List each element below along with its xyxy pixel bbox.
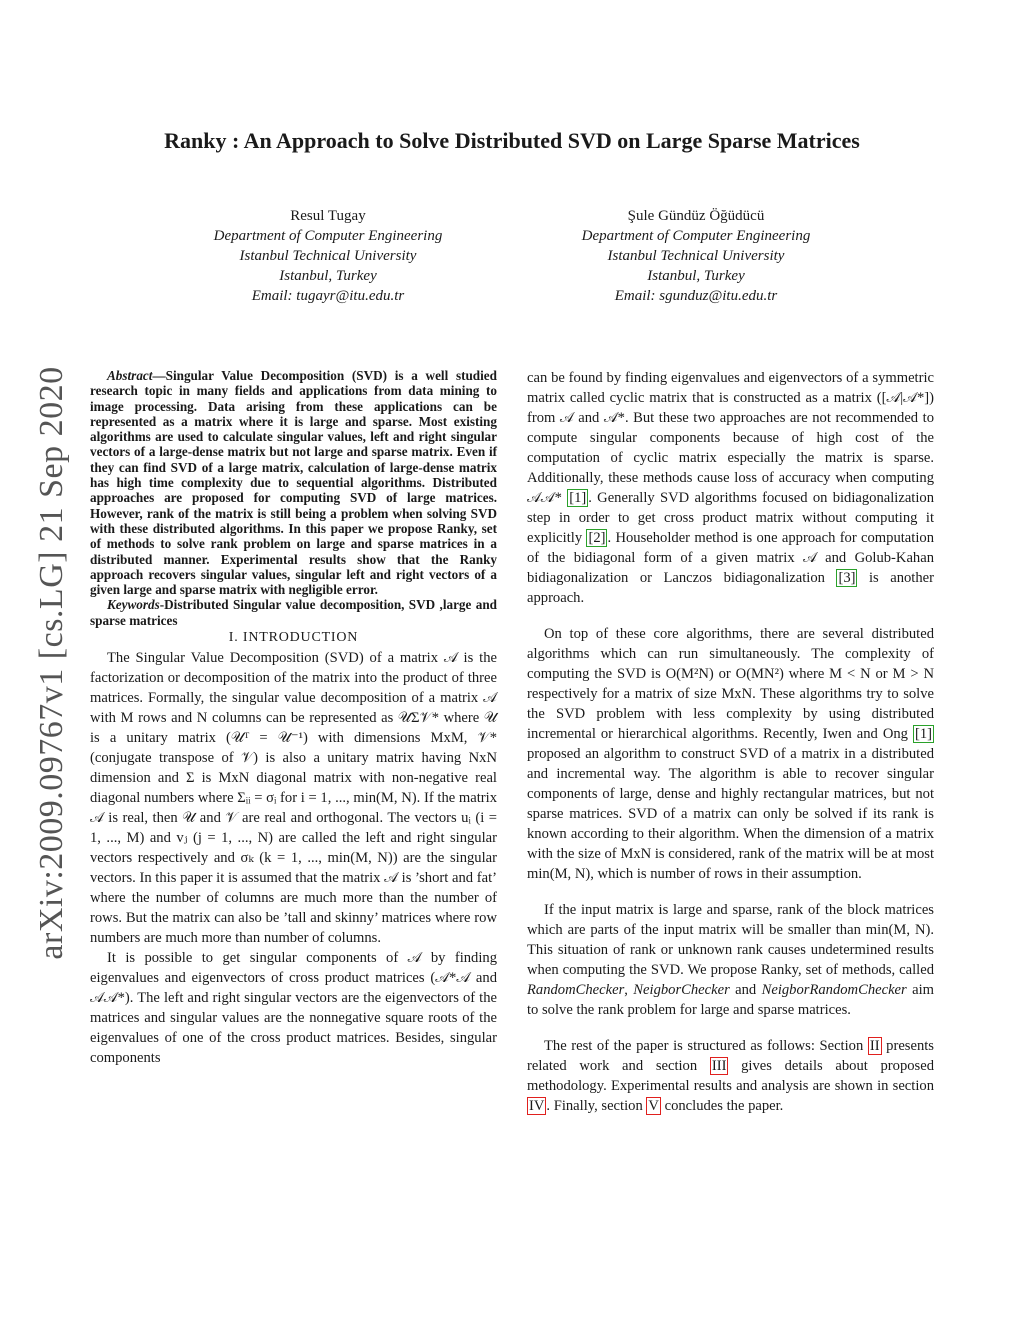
right-paragraph-2: On top of these core algorithms, there are several distributed algorithms which can run simultaneously. The complexity of computing the SVD is O(M²N) or O(MN²) where M < N or M > N respectively for a matrix of size MxN. These algorithms try to solve the SVD problem with less complexity by using distributed incremental or hierarchical algorithms. Recently, Iwen and Ong [1] proposed an algorithm to construct SVD of a matrix in a distributed and incremental way. The algorithm is able to recover singular components of large, dense and highly rectangular matrices, but not sparse matrices. SVD of a matrix can only be solved if its rank is known according to their algorithm. When the dimension of a matrix with the size of MxN is considered, rank of the matrix will be at most min(M, N), which is number of rows in their assumption. [527,626,934,882]
section-link[interactable]: V [648,1098,659,1114]
abstract-heading: Abstract [107,368,153,383]
left-column [90,368,497,1068]
keywords [90,597,497,628]
author-name: Şule Gündüz Öğüdücü [627,208,765,224]
author-block-2 [526,206,866,306]
author-location: Istanbul, Turkey [647,268,745,284]
author-location: Istanbul, Turkey [279,268,377,284]
citation-link[interactable]: [1] [569,490,587,506]
author-block-1 [158,206,498,306]
abstract-text: —Singular Value Decomposition (SVD) is a well studied research topic in many fields and applications from data mining to image processing. Data arising from these applications can be represented as a matrix where it is large and sparse. Most existing algorithms are used to calculate singular values, left and right singular vectors of a large-dense matrix but not large and sparse matrix. Even if they can find SVD of a large matrix, calculation of large-dense matrix has high time complexity due to sequential algorithms. Distributed approaches are proposed for computing SVD of large matrices. However, rank of the matrix is still being a problem when solving SVD with these distributed algorithms. In this paper we propose Ranky, set of methods to solve rank problem on large and sparse matrices in a distributed manner. Experimental results show that the Ranky approach recovers singular values, singular left and right vectors of a given large and sparse matrix with negligible error. [90,368,497,598]
author-dept: Department of Computer Engineering [581,228,811,244]
author-univ: Istanbul Technical University [607,248,785,264]
right-paragraph-3: If the input matrix is large and sparse, rank of the block matrices which are parts of the input matrix will be smaller than min(M, N). This situation of rank or unknown rank causes undetermined results when computing the SVD. We propose Ranky, set of methods, called RandomChecker, NeigborChecker and NeigborRandomChecker aim to solve the rank problem for large and sparse matrices. [527,902,934,1018]
section-heading-introduction: I. INTRODUCTION [228,630,359,646]
section-link[interactable]: II [869,1038,880,1054]
author-univ: Istanbul Technical University [239,248,417,264]
right-paragraph-4: The rest of the paper is structured as follows: Section II presents related work and section III gives details about proposed methodology. Experimental results and analysis are shown in section IV . Finally, section V concludes the paper. [527,1038,934,1114]
citation-link[interactable]: [2] [588,530,606,546]
arxiv-stamp: arXiv:2009.09767v1 [cs.LG] 21 Sep 2020 [33,366,70,960]
citation-link[interactable]: [3] [838,570,856,586]
right-paragraph-1: can be found by finding eigenvalues and eigenvectors of a symmetric matrix called cyclic matrix that is constructed as a matrix ([𝒜|𝒜*]) from 𝒜 and 𝒜*. But these two approaches are not recommended to compute singular components because of high cost of the computation of cyclic matrix especially the matrix is sparse. Additionally, these methods cause loss of accuracy when computing 𝒜𝒜* [1] . Generally SVD algorithms focused on bidiagonalization step in order to get cross product matrix without computing it explicitly [2] . Householder method is one approach for computation of the bidiagonal form of a given matrix 𝒜 and Golub-Kahan bidiagonalization or Lanczos bidiagonalization [3] is another approach. [527,370,935,606]
intro-paragraph-1: The Singular Value Decomposition (SVD) of a matrix 𝒜 is the factorization or decomposition of the matrix into the product of three matrices. Formally, the singular value decomposition of a matrix 𝒜 with M rows and N columns can be represented as 𝒰Σ𝒱* where 𝒰 is a unitary matrix (𝒰ᵀ = 𝒰⁻¹) with dimensions MxM, 𝒱* (conjugate transpose of 𝒱) is also a unitary matrix having NxN dimension and Σ is MxN diagonal matrix with non-negative real diagonal numbers where Σᵢᵢ = σᵢ for i = 1, ..., min(M, N). If the matrix 𝒜 is real, then 𝒰 and 𝒱 are real and orthogonal. The vectors uᵢ (i = 1, ..., M) and vⱼ (j = 1, ..., N) are called the left and right singular vectors respectively and σₖ (k = 1, ..., min(M, N)) are the singular vectors. In this paper it is assumed that the matrix 𝒜 is ’short and fat’ where the number of columns are much more than the number of rows. But the matrix can also be ’tall and skinny’ matrices where row numbers are much more than number of columns. [90,650,497,947]
keywords-heading: Keywords [107,597,160,613]
citation-link[interactable]: [1] [914,726,932,742]
right-column [527,368,934,1116]
intro-paragraph-2: It is possible to get singular components of 𝒜 by finding eigenvalues and eigenvectors of cross product matrices (𝒜*𝒜 and 𝒜𝒜*). The left and right singular vectors are the eigenvectors of the matrices and singular values are the nonnegative square roots of the eigenvalues of one of the cross product matrices. Besides, singular components [90,950,497,1067]
author-email: Email: sgunduz@itu.edu.tr [614,288,778,304]
paper-title: Ranky : An Approach to Solve Distributed SVD on Large Sparse Matrices [164,128,860,153]
section-link[interactable]: III [711,1058,727,1074]
keywords-text: -Distributed Singular value decomposition, SVD ,large and sparse matrices [90,597,497,628]
author-email: Email: tugayr@itu.edu.tr [251,288,405,304]
abstract [90,368,497,597]
author-name: Resul Tugay [290,208,366,224]
author-dept: Department of Computer Engineering [213,228,443,244]
section-link[interactable]: IV [529,1098,545,1114]
